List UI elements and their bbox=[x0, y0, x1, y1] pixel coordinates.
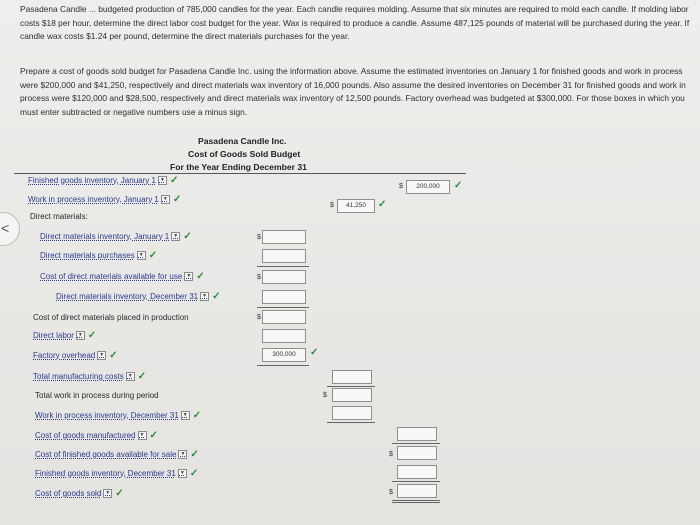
subtotal-rule bbox=[257, 307, 309, 308]
direct-materials-label: Direct materials: bbox=[30, 212, 88, 221]
row-cost-of-goods-sold bbox=[35, 488, 124, 499]
dropdown-label: Finished goods inventory, January 1 bbox=[28, 176, 156, 185]
wip-jan1-input[interactable]: 41,250 bbox=[337, 199, 375, 213]
dollar-sign: $ bbox=[257, 314, 261, 321]
check-icon: ✓ bbox=[137, 371, 147, 382]
check-icon: ✓ bbox=[454, 180, 463, 191]
row-dm-inventory-jan1 bbox=[40, 231, 192, 242]
total-manufacturing-dropdown[interactable] bbox=[33, 372, 135, 381]
row-direct-materials bbox=[30, 212, 88, 221]
dm-inventory-dec31-dropdown[interactable] bbox=[56, 292, 209, 301]
check-icon: ✓ bbox=[172, 194, 182, 205]
dropdown-label: Direct labor bbox=[33, 331, 74, 340]
row-finished-goods-jan1 bbox=[28, 175, 178, 186]
row-dm-inventory-dec31 bbox=[56, 291, 221, 302]
dm-purchases-input[interactable] bbox=[262, 249, 306, 263]
row-total-manufacturing-costs bbox=[33, 371, 146, 382]
row-wip-jan1 bbox=[28, 194, 181, 205]
dm-purchases-dropdown[interactable] bbox=[40, 251, 146, 260]
dollar-sign: $ bbox=[257, 234, 261, 241]
dollar-sign: $ bbox=[389, 451, 393, 458]
dropdown-label: Cost of finished goods available for sale bbox=[35, 450, 177, 459]
cost-of-goods-sold-dropdown[interactable] bbox=[35, 489, 112, 498]
dropdown-label: Cost of direct materials available for use bbox=[40, 272, 183, 281]
check-icon: ✓ bbox=[196, 271, 205, 282]
row-cost-goods-manufactured bbox=[35, 430, 158, 441]
cost-dm-placed-input[interactable] bbox=[262, 310, 306, 324]
previous-arrow-button[interactable] bbox=[0, 212, 20, 246]
subtotal-rule bbox=[392, 481, 440, 482]
check-icon: ✓ bbox=[115, 488, 124, 499]
dropdown-label: Work in process inventory, December 31 bbox=[35, 411, 179, 420]
direct-labor-input[interactable] bbox=[262, 329, 306, 343]
dollar-sign: $ bbox=[257, 274, 261, 281]
check-icon: ✓ bbox=[149, 430, 158, 441]
wip-dec31-input[interactable] bbox=[332, 406, 372, 420]
double-rule bbox=[392, 500, 440, 501]
check-icon: ✓ bbox=[378, 199, 387, 210]
total-wip-input[interactable] bbox=[332, 388, 372, 402]
cost-goods-manufactured-dropdown[interactable] bbox=[35, 431, 147, 440]
subtotal-rule bbox=[327, 422, 375, 423]
dropdown-label: Cost of goods sold bbox=[35, 489, 102, 498]
subtotal-rule bbox=[257, 365, 309, 366]
dm-inventory-jan1-dropdown[interactable] bbox=[40, 232, 180, 241]
row-direct-labor bbox=[33, 330, 96, 341]
chevron-down-icon: ▼ bbox=[200, 292, 209, 301]
dollar-sign: $ bbox=[330, 202, 334, 209]
dropdown-label: Direct materials purchases bbox=[40, 251, 135, 260]
chevron-down-icon: ▼ bbox=[137, 251, 146, 260]
dm-inventory-dec31-input[interactable] bbox=[262, 290, 306, 304]
fg-dec31-dropdown[interactable] bbox=[35, 469, 187, 478]
check-icon: ✓ bbox=[109, 350, 118, 361]
chevron-down-icon: ▼ bbox=[158, 176, 167, 185]
row-dm-purchases bbox=[40, 250, 157, 261]
chevron-down-icon: ▼ bbox=[161, 195, 170, 204]
check-icon: ✓ bbox=[310, 347, 319, 358]
subtotal-rule bbox=[392, 443, 440, 444]
company-name: Pasadena Candle Inc. bbox=[198, 136, 287, 146]
chevron-down-icon: ▼ bbox=[103, 489, 112, 498]
dropdown-label: Direct materials inventory, December 31 bbox=[56, 292, 199, 301]
dropdown-label: Work in process inventory, January 1 bbox=[28, 195, 159, 204]
chevron-down-icon: ▼ bbox=[76, 331, 85, 340]
total-manufacturing-input[interactable] bbox=[332, 370, 372, 384]
chevron-down-icon: ▼ bbox=[184, 272, 193, 281]
check-icon: ✓ bbox=[183, 231, 192, 242]
dollar-sign: $ bbox=[389, 489, 393, 496]
row-fg-dec31 bbox=[35, 468, 198, 479]
chevron-down-icon: ▼ bbox=[126, 372, 135, 381]
double-rule bbox=[392, 502, 440, 503]
dropdown-label: Cost of goods manufactured bbox=[35, 431, 136, 440]
problem-paragraph-2: Prepare a cost of goods sold budget for Pasadena Candle Inc. using the information above. Assume the estimated inventories on January 1 for finished goods and work in process were $200,000 and $41,250, respectively and direct materials wax inventory of 16,000 pounds. Also assume the desired inventories on December 31 for finished goods and work in process were $120,000 and $28,500, respectively and direct materials wax inventory of 12,500 pounds. Factory overhead was budgeted at $300,000. For those boxes in which you must enter subtracted or negative numbers use a minus sign. bbox=[20, 66, 686, 117]
cost-fg-available-input[interactable] bbox=[397, 446, 437, 460]
statement-period: For the Year Ending December 31 bbox=[170, 162, 307, 172]
check-icon: ✓ bbox=[148, 250, 158, 261]
dropdown-label: Direct materials inventory, January 1 bbox=[40, 232, 170, 241]
total-wip-label: Total work in process during period bbox=[35, 391, 159, 400]
subtotal-rule bbox=[257, 266, 309, 267]
finished-goods-jan1-input[interactable]: 200,000 bbox=[406, 180, 450, 194]
dm-inventory-jan1-input[interactable] bbox=[262, 230, 306, 244]
wip-jan1-dropdown[interactable] bbox=[28, 195, 170, 204]
row-cost-fg-available bbox=[35, 449, 199, 460]
row-total-wip bbox=[35, 391, 159, 400]
chevron-down-icon: ▼ bbox=[171, 232, 180, 241]
statement-title: Cost of Goods Sold Budget bbox=[188, 149, 301, 159]
row-cost-dm-placed bbox=[33, 313, 189, 322]
finished-goods-jan1-dropdown[interactable] bbox=[28, 176, 167, 185]
check-icon: ✓ bbox=[192, 410, 202, 421]
dropdown-label: Total manufacturing costs bbox=[33, 372, 124, 381]
dropdown-label: Factory overhead bbox=[33, 351, 96, 360]
cost-goods-manufactured-input[interactable] bbox=[397, 427, 437, 441]
check-icon: ✓ bbox=[169, 175, 179, 186]
problem-paragraph-1: Pasadena Candle ... budgeted production of 785,000 candles for the year. Each candle requires molding. Assume that six minutes are required to mold each candle. If molding labor costs $18 per hour, determine the direct labor cost budget for the year. Wax is required to produce a candle. Assume 487,125 pounds of material will be purchased during the year. If candle wax costs $1.24 per pound, determine the direct materials purchases for the year. bbox=[20, 4, 690, 42]
factory-overhead-input[interactable]: 300,000 bbox=[262, 348, 306, 362]
dropdown-label: Finished goods inventory, December 31 bbox=[35, 469, 176, 478]
row-factory-overhead bbox=[33, 350, 118, 361]
cost-fg-available-dropdown[interactable] bbox=[35, 450, 187, 459]
check-icon: ✓ bbox=[87, 330, 97, 341]
cost-dm-available-input[interactable] bbox=[262, 270, 306, 284]
chevron-left-icon: < bbox=[1, 220, 10, 236]
cost-dm-available-dropdown[interactable] bbox=[40, 272, 193, 281]
fg-dec31-input[interactable] bbox=[397, 465, 437, 479]
wip-dec31-dropdown[interactable] bbox=[35, 411, 190, 420]
row-wip-dec31 bbox=[35, 410, 201, 421]
cost-dm-placed-label: Cost of direct materials placed in production bbox=[33, 313, 189, 322]
dollar-sign: $ bbox=[399, 183, 403, 190]
dollar-sign: $ bbox=[323, 392, 327, 399]
chevron-down-icon: ▼ bbox=[178, 469, 187, 478]
check-icon: ✓ bbox=[190, 449, 199, 460]
subtotal-rule bbox=[327, 386, 375, 387]
check-icon: ✓ bbox=[189, 468, 199, 479]
check-icon: ✓ bbox=[212, 291, 221, 302]
chevron-down-icon: ▼ bbox=[97, 351, 106, 360]
row-cost-dm-available bbox=[40, 271, 205, 282]
chevron-down-icon: ▼ bbox=[178, 450, 187, 459]
factory-overhead-dropdown[interactable] bbox=[33, 351, 106, 360]
header-rule bbox=[14, 173, 466, 174]
chevron-down-icon: ▼ bbox=[138, 431, 147, 440]
chevron-down-icon: ▼ bbox=[181, 411, 190, 420]
direct-labor-dropdown[interactable] bbox=[33, 331, 85, 340]
cost-of-goods-sold-input[interactable] bbox=[397, 484, 437, 498]
